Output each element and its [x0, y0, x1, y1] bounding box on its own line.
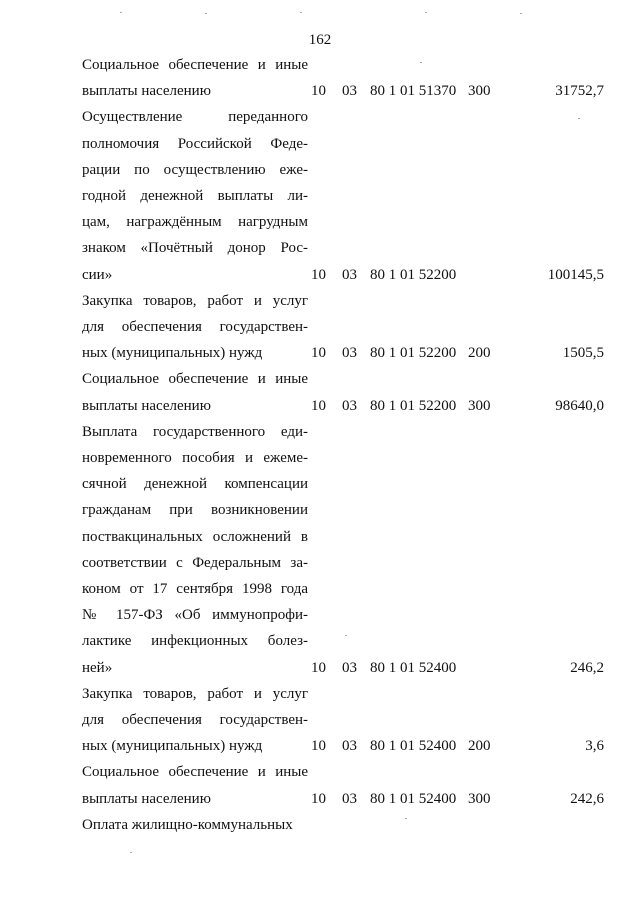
scan-speck — [425, 12, 427, 13]
row-target-code: 80 1 01 52400 — [370, 738, 457, 755]
row-podrazdel: 03 — [342, 738, 357, 755]
scan-speck — [300, 12, 302, 13]
row-podrazdel: 03 — [342, 659, 357, 676]
row-description-line: № 157-ФЗ «Об иммунопрофи- — [82, 607, 308, 624]
row-sum: 98640,0 — [555, 397, 604, 414]
row-description-line: Социальное обеспечение и иные — [82, 371, 308, 388]
row-sum: 3,6 — [585, 738, 604, 755]
row-description-line: знаком «Почётный донор Рос- — [82, 240, 308, 257]
row-description-line: Социальное обеспечение и иные — [82, 57, 308, 73]
row-description-line: ных (муниципальных) нужд — [82, 345, 263, 362]
row-description-line: коном от 17 сентября 1998 года — [82, 581, 308, 597]
row-target-code — [370, 812, 466, 838]
row-description-line: гражданам при возникновении — [82, 502, 308, 519]
row-description-line: Оплата жилищно-коммунальных — [82, 816, 293, 833]
row-expense-type — [468, 262, 498, 288]
row-sum: 246,2 — [570, 659, 604, 676]
row-description-line: выплаты населению — [82, 83, 211, 100]
row-target-code: 80 1 01 52200 — [370, 397, 457, 414]
row-description-line: Закупка товаров, работ и услуг — [82, 292, 308, 309]
scan-speck — [578, 118, 580, 119]
row-description-line: сии» — [82, 266, 113, 283]
row-sum: 1505,5 — [562, 345, 604, 362]
row-podrazdel: 03 — [342, 397, 357, 414]
page-number: 162 — [308, 32, 332, 48]
row-description-line: годной денежной выплаты ли- — [82, 188, 308, 204]
row-description-line: соответствии с Федеральным за- — [82, 554, 308, 571]
row-expense-type: 200 — [468, 738, 491, 755]
row-expense-type: 200 — [468, 345, 491, 362]
scan-speck — [520, 13, 522, 14]
row-razdel: 10 — [311, 345, 326, 362]
row-expense-type: 300 — [468, 397, 491, 414]
row-razdel: 10 — [311, 659, 326, 676]
row-sum: 31752,7 — [555, 83, 604, 100]
row-description-line: для обеспечения государствен- — [82, 712, 308, 728]
row-podrazdel: 03 — [342, 345, 357, 362]
row-razdel: 10 — [311, 83, 326, 100]
row-description-line: Осуществление переданного — [82, 109, 308, 126]
row-razdel: 10 — [311, 397, 326, 414]
row-podrazdel — [342, 812, 362, 838]
row-razdel: 10 — [311, 790, 326, 807]
row-description-line: цам, награждённым нагрудным — [82, 214, 308, 231]
scan-speck — [130, 852, 132, 853]
row-podrazdel: 03 — [342, 266, 357, 283]
row-description-line: выплаты населению — [82, 790, 211, 807]
row-razdel: 10 — [311, 738, 326, 755]
row-description-line: ней» — [82, 659, 113, 676]
row-podrazdel: 03 — [342, 790, 357, 807]
row-description-line: новременного пособия и ежеме- — [82, 450, 308, 466]
row-description-line: ных (муниципальных) нужд — [82, 738, 263, 755]
scan-speck — [120, 12, 122, 13]
row-target-code: 80 1 01 52400 — [370, 790, 457, 807]
row-expense-type — [468, 812, 498, 838]
row-target-code: 80 1 01 52400 — [370, 659, 457, 676]
row-sum — [500, 812, 604, 838]
row-description-line: сячной денежной компенсации — [82, 476, 308, 493]
row-description-line: полномочия Российской Феде- — [82, 135, 308, 152]
row-description-line: лактике инфекционных болез- — [82, 633, 308, 650]
row-expense-type: 300 — [468, 790, 491, 807]
row-target-code: 80 1 01 52200 — [370, 345, 457, 362]
row-sum: 100145,5 — [547, 266, 604, 283]
row-razdel — [311, 812, 331, 838]
row-target-code: 80 1 01 52200 — [370, 266, 457, 283]
row-sum: 242,6 — [570, 790, 604, 807]
row-description-line: Социальное обеспечение и иные — [82, 764, 308, 781]
row-description-line: рации по осуществлению еже- — [82, 161, 308, 178]
row-description-line: выплаты населению — [82, 397, 211, 414]
scan-speck — [345, 635, 347, 636]
scan-speck — [405, 818, 407, 819]
row-description-line: Закупка товаров, работ и услуг — [82, 685, 308, 702]
row-description-line: Выплата государственного еди- — [82, 423, 308, 440]
row-podrazdel: 03 — [342, 83, 357, 100]
row-description-line: для обеспечения государствен- — [82, 319, 308, 335]
row-description-line: поствакцинальных осложнений в — [82, 528, 308, 545]
scan-speck — [420, 62, 422, 63]
scan-speck — [205, 13, 207, 14]
row-expense-type: 300 — [468, 83, 491, 100]
row-razdel: 10 — [311, 266, 326, 283]
row-target-code: 80 1 01 51370 — [370, 83, 457, 100]
row-expense-type — [468, 655, 498, 681]
